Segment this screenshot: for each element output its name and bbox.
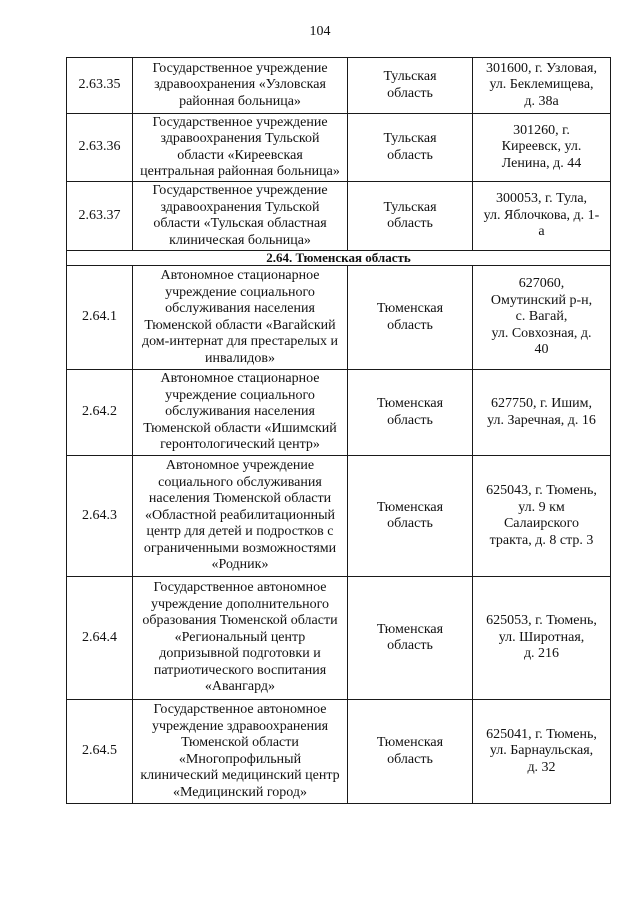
region: Тюменская область — [348, 266, 473, 370]
address: 625043, г. Тюмень, ул. 9 км Салаирского тракта, д. 8 стр. 3 — [473, 456, 611, 577]
table-row — [67, 456, 611, 577]
row-number: 2.64.4 — [67, 577, 133, 700]
institution-name: Автономное стационарное учреждение социального обслуживания населения Тюменской области «Ишимский геронтологический центр» — [133, 370, 348, 456]
address: 301600, г. Узловая, ул. Беклемищева, д. 38а — [473, 58, 611, 114]
region: Тульская область — [348, 58, 473, 114]
region: Тюменская область — [348, 456, 473, 577]
table-row — [67, 266, 611, 370]
region: Тюменская область — [348, 577, 473, 700]
institution-name: Государственное учреждение здравоохранения Тульской области «Киреевская центральная районная больница» — [133, 114, 348, 182]
section-title: 2.64. Тюменская область — [67, 251, 611, 266]
row-number: 2.64.3 — [67, 456, 133, 577]
address: 625053, г. Тюмень, ул. Широтная, д. 216 — [473, 577, 611, 700]
institutions-table — [66, 57, 611, 804]
row-number: 2.64.1 — [67, 266, 133, 370]
row-number: 2.64.2 — [67, 370, 133, 456]
address: 625041, г. Тюмень, ул. Барнаульская, д. 32 — [473, 700, 611, 804]
region: Тюменская область — [348, 370, 473, 456]
table-row — [67, 577, 611, 700]
address: 300053, г. Тула, ул. Яблочкова, д. 1- а — [473, 182, 611, 251]
row-number: 2.64.5 — [67, 700, 133, 804]
region: Тульская область — [348, 114, 473, 182]
institution-name: Автономное учреждение социального обслуживания населения Тюменской области «Областной реабилитационный центр для детей и подростков с ограниченными возможностями «Родник» — [133, 456, 348, 577]
address: 627060, Омутинский р-н, с. Вагай, ул. Совхозная, д. 40 — [473, 266, 611, 370]
row-number: 2.63.35 — [67, 58, 133, 114]
institution-name: Автономное стационарное учреждение социального обслуживания населения Тюменской области «Вагайский дом-интернат для престарелых и инвалидов» — [133, 266, 348, 370]
row-number: 2.63.37 — [67, 182, 133, 251]
address: 627750, г. Ишим, ул. Заречная, д. 16 — [473, 370, 611, 456]
institution-name: Государственное учреждение здравоохранения Тульской области «Тульская областная клиническая больница» — [133, 182, 348, 251]
table-row — [67, 58, 611, 114]
institution-name: Государственное учреждение здравоохранения «Узловская районная больница» — [133, 58, 348, 114]
page-number: 104 — [309, 24, 331, 39]
region: Тюменская область — [348, 700, 473, 804]
table-row — [67, 370, 611, 456]
table-row — [67, 182, 611, 251]
table-row — [67, 114, 611, 182]
region: Тульская область — [348, 182, 473, 251]
row-number: 2.63.36 — [67, 114, 133, 182]
institution-name: Государственное автономное учреждение дополнительного образования Тюменской области «Региональный центр допризывной подготовки и патриотического воспитания «Авангард» — [133, 577, 348, 700]
section-header-row — [67, 251, 611, 266]
institution-name: Государственное автономное учреждение здравоохранения Тюменской области «Многопрофильный клинический медицинский центр «Медицинский город» — [133, 700, 348, 804]
address: 301260, г. Киреевск, ул. Ленина, д. 44 — [473, 114, 611, 182]
table-row — [67, 700, 611, 804]
